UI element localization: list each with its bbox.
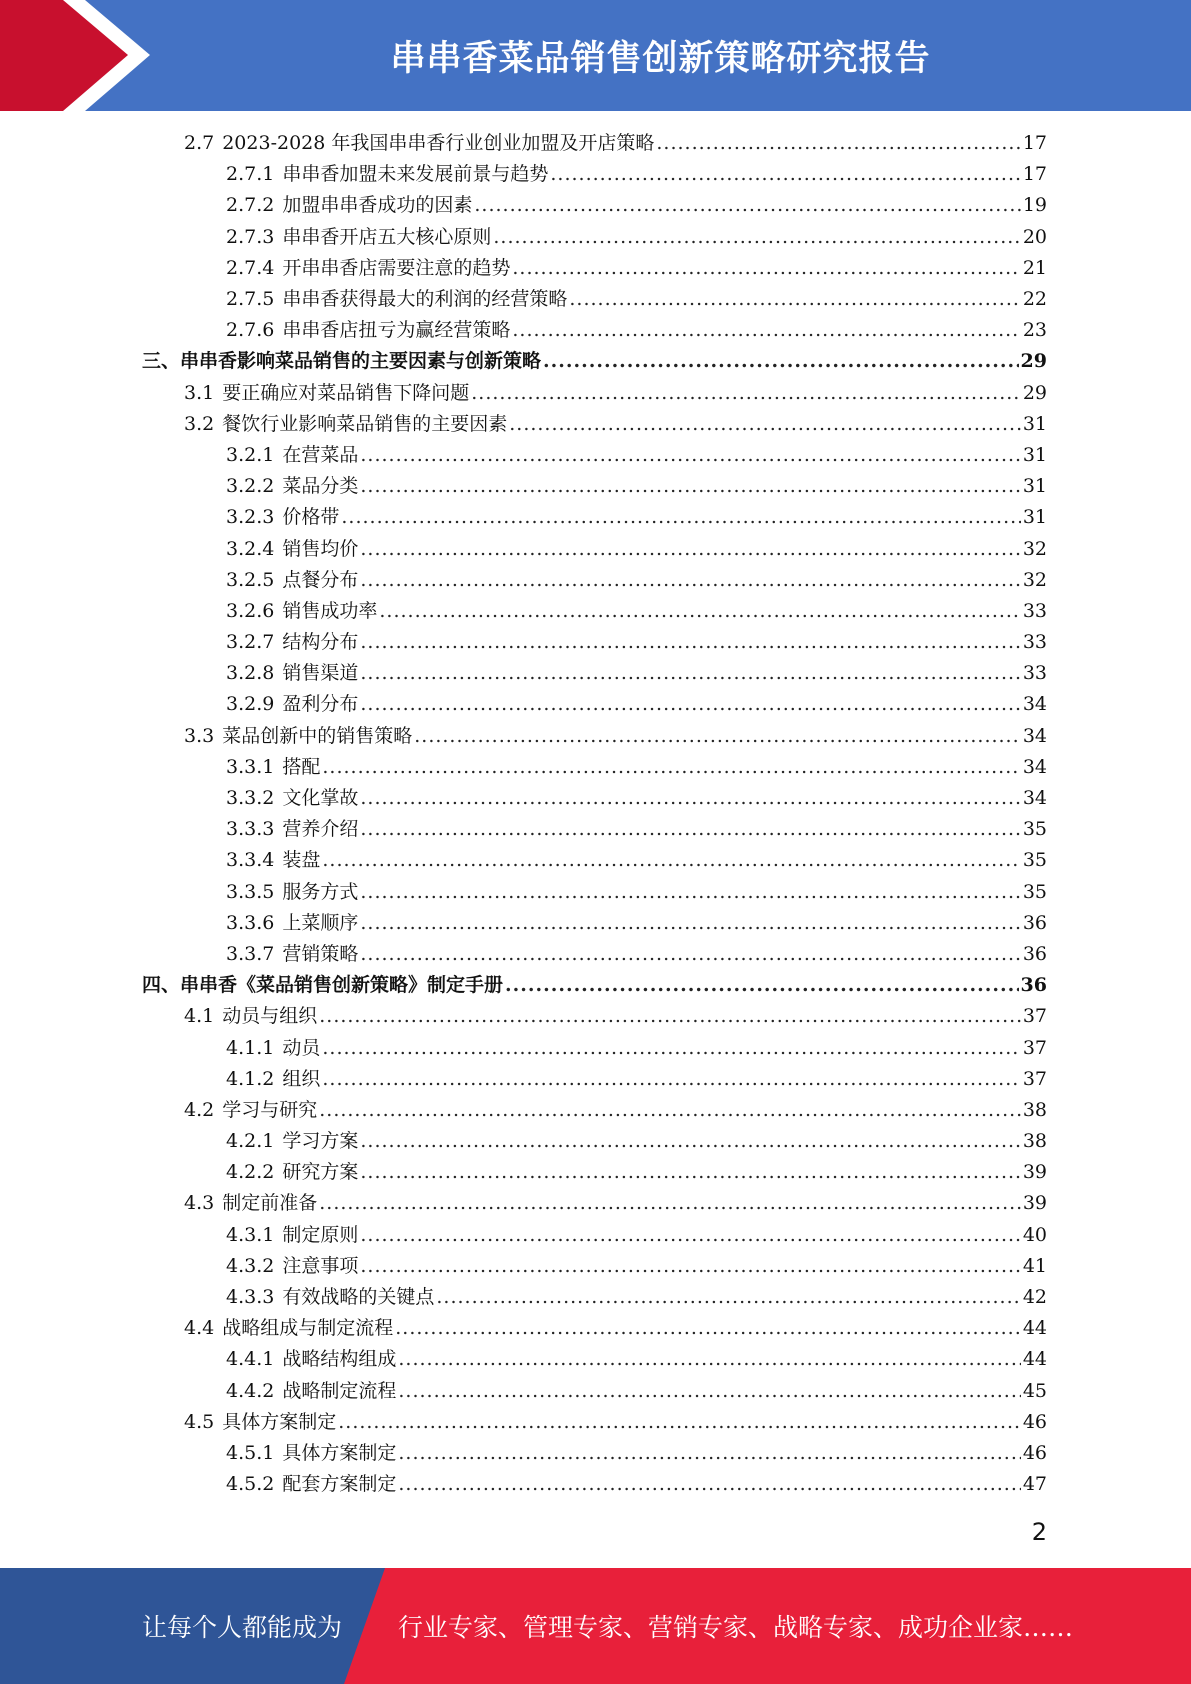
toc-entry-page: 35 — [1022, 849, 1047, 872]
toc-entry[interactable] — [142, 970, 1047, 1001]
toc-dot-leader — [471, 378, 1021, 409]
toc-dot-leader — [338, 1407, 1021, 1438]
toc-entry-page: 34 — [1022, 755, 1047, 778]
toc-entry-page: 46 — [1022, 1410, 1047, 1433]
toc-entry-page: 42 — [1022, 1286, 1047, 1309]
toc-dot-leader — [414, 721, 1021, 752]
toc-entry-title: 装盘 — [282, 849, 321, 872]
toc-entry-number: 2.7.1 — [226, 163, 275, 186]
toc-entry[interactable] — [142, 1438, 1047, 1469]
toc-entry-number: 3.2.8 — [226, 662, 275, 685]
toc-entry-page: 39 — [1022, 1161, 1047, 1184]
toc-entry-title: 组织 — [282, 1067, 321, 1090]
toc-entry-page: 34 — [1022, 724, 1047, 747]
toc-dot-leader — [360, 1220, 1020, 1251]
toc-dot-leader — [398, 1438, 1020, 1469]
toc-dot-leader — [398, 1344, 1020, 1375]
toc-entry[interactable] — [142, 939, 1047, 970]
toc-entry-number: 3.3.2 — [226, 787, 275, 810]
toc-entry-title: 学习方案 — [282, 1130, 359, 1153]
toc-dot-leader — [360, 534, 1020, 565]
toc-entry-number: 3.2.2 — [226, 475, 275, 498]
toc-entry[interactable] — [142, 721, 1047, 752]
toc-dot-leader — [360, 814, 1020, 845]
toc-entry-number: 4.5 — [184, 1410, 215, 1433]
report-title: 串串香菜品销售创新策略研究报告 — [390, 38, 931, 79]
toc-entry-page: 31 — [1022, 412, 1047, 435]
toc-entry-title: 上菜顺序 — [282, 911, 359, 934]
toc-dot-leader — [398, 1469, 1020, 1500]
toc-dot-leader — [509, 409, 1021, 440]
toc-entry[interactable] — [142, 689, 1047, 720]
toc-dot-leader — [512, 315, 1020, 346]
toc-entry-number: 3.1 — [184, 381, 215, 404]
toc-entry-title: 串串香加盟未来发展前景与趋势 — [282, 163, 549, 186]
toc-entry-page: 29 — [1020, 350, 1047, 373]
toc-entry-number: 4.3.2 — [226, 1254, 275, 1277]
toc-entry-page: 40 — [1022, 1223, 1047, 1246]
toc-entry[interactable] — [142, 1001, 1047, 1032]
toc-entry-title: 服务方式 — [282, 880, 359, 903]
toc-entry-title: 点餐分布 — [282, 568, 359, 591]
toc-entry-title: 菜品创新中的销售策略 — [222, 724, 413, 747]
toc-entry-title: 销售渠道 — [282, 662, 359, 685]
toc-entry[interactable] — [142, 1313, 1047, 1344]
toc-dot-leader — [322, 752, 1020, 783]
toc-entry-number: 4.4.2 — [226, 1379, 275, 1402]
toc-entry[interactable] — [142, 658, 1047, 689]
footer-roles: 行业专家、管理专家、营销专家、战略专家、成功企业家…… — [398, 1613, 1074, 1642]
toc-entry[interactable] — [142, 1344, 1047, 1375]
toc-entry-page: 29 — [1022, 381, 1047, 404]
toc-entry-number: 4.1.1 — [226, 1036, 275, 1059]
toc-entry-page: 45 — [1022, 1379, 1047, 1402]
toc-entry-title: 销售均价 — [282, 537, 359, 560]
toc-dot-leader — [360, 689, 1020, 720]
toc-dot-leader — [505, 970, 1019, 1001]
toc-entry-title: 营养介绍 — [282, 818, 359, 841]
toc-entry-title: 串串香影响菜品销售的主要因素与创新策略 — [180, 350, 542, 373]
toc-entry-number: 4.5.1 — [226, 1441, 275, 1464]
toc-entry-page: 31 — [1022, 443, 1047, 466]
toc-dot-leader — [550, 159, 1020, 190]
toc-entry-number: 3.3 — [184, 724, 215, 747]
toc-entry-page: 17 — [1022, 132, 1047, 155]
toc-entry-title: 串串香获得最大的利润的经营策略 — [282, 288, 568, 311]
toc-entry-number: 3.2.3 — [226, 506, 275, 529]
toc-dot-leader — [360, 1157, 1020, 1188]
toc-entry-page: 39 — [1022, 1192, 1047, 1215]
toc-entry[interactable] — [142, 315, 1047, 346]
toc-entry[interactable] — [142, 346, 1047, 377]
toc-entry-page: 37 — [1022, 1005, 1047, 1028]
toc-dot-leader — [360, 658, 1020, 689]
toc-entry[interactable] — [142, 1282, 1047, 1313]
toc-entry-number: 4.3 — [184, 1192, 215, 1215]
toc-entry-title: 开串串香店需要注意的趋势 — [282, 256, 511, 279]
toc-entry-title: 具体方案制定 — [282, 1441, 397, 1464]
toc-entry[interactable] — [142, 533, 1047, 564]
toc-entry-number: 3.2.7 — [226, 631, 275, 654]
toc-dot-leader — [360, 1251, 1020, 1282]
page-number: 2 — [1031, 1518, 1047, 1546]
toc-entry-number: 三、 — [142, 350, 181, 373]
toc-dot-leader — [360, 565, 1020, 596]
toc-dot-leader — [360, 877, 1020, 908]
toc-entry-title: 学习与研究 — [222, 1098, 318, 1121]
toc-entry-page: 33 — [1022, 631, 1047, 654]
toc-entry-number: 4.3.1 — [226, 1223, 275, 1246]
toc-entry[interactable] — [142, 752, 1047, 783]
toc-entry-page: 34 — [1022, 693, 1047, 716]
toc-entry-number: 3.3.4 — [226, 849, 275, 872]
toc-dot-leader — [395, 1313, 1021, 1344]
toc-entry-page: 17 — [1022, 163, 1047, 186]
toc-entry-title: 要正确应对菜品销售下降问题 — [222, 381, 470, 404]
toc-entry-page: 41 — [1022, 1254, 1047, 1277]
toc-entry-page: 32 — [1022, 537, 1047, 560]
toc-entry[interactable] — [142, 845, 1047, 876]
toc-entry-title: 在营菜品 — [282, 443, 359, 466]
toc-entry-page: 22 — [1022, 288, 1047, 311]
toc-entry-title: 串串香店扭亏为赢经营策略 — [282, 319, 511, 342]
toc-entry[interactable] — [142, 409, 1047, 440]
toc-entry-title: 加盟串串香成功的因素 — [282, 194, 473, 217]
toc-entry[interactable] — [142, 253, 1047, 284]
toc-entry-number: 4.4.1 — [226, 1348, 275, 1371]
toc-dot-leader — [543, 346, 1019, 377]
toc-entry-page: 44 — [1022, 1317, 1047, 1340]
toc-entry-number: 3.2 — [184, 412, 215, 435]
toc-entry-number: 四、 — [142, 974, 181, 997]
toc-entry[interactable] — [142, 128, 1047, 159]
toc-entry-page: 31 — [1022, 475, 1047, 498]
page-footer — [0, 1568, 1191, 1684]
toc-entry-number: 4.3.3 — [226, 1286, 275, 1309]
toc-entry[interactable] — [142, 1376, 1047, 1407]
toc-dot-leader — [319, 1188, 1021, 1219]
toc-entry[interactable] — [142, 565, 1047, 596]
toc-dot-leader — [569, 284, 1020, 315]
toc-entry-title: 销售成功率 — [282, 599, 378, 622]
toc-dot-leader — [512, 253, 1020, 284]
page-header — [0, 0, 1191, 111]
toc-dot-leader — [319, 1001, 1021, 1032]
toc-entry-number: 2.7 — [184, 132, 215, 155]
toc-entry[interactable] — [142, 1157, 1047, 1188]
toc-entry-title: 餐饮行业影响菜品销售的主要因素 — [222, 412, 508, 435]
toc-entry-number: 3.3.3 — [226, 818, 275, 841]
toc-entry-title: 文化掌故 — [282, 787, 359, 810]
toc-entry-page: 36 — [1022, 942, 1047, 965]
toc-dot-leader — [360, 783, 1020, 814]
toc-entry-page: 37 — [1022, 1036, 1047, 1059]
table-of-contents — [142, 128, 1047, 1500]
toc-entry-page: 19 — [1022, 194, 1047, 217]
toc-entry-title: 有效战略的关键点 — [282, 1286, 435, 1309]
toc-dot-leader — [493, 222, 1020, 253]
toc-entry[interactable] — [142, 908, 1047, 939]
toc-entry[interactable] — [142, 877, 1047, 908]
toc-dot-leader — [360, 939, 1020, 970]
toc-entry-page: 20 — [1022, 225, 1047, 248]
toc-entry[interactable] — [142, 502, 1047, 533]
toc-entry[interactable] — [142, 1032, 1047, 1063]
toc-dot-leader — [322, 845, 1020, 876]
toc-entry-number: 3.2.4 — [226, 537, 275, 560]
toc-entry-number: 4.2 — [184, 1098, 215, 1121]
toc-entry[interactable] — [142, 471, 1047, 502]
toc-entry-number: 2.7.4 — [226, 256, 275, 279]
toc-entry[interactable] — [142, 814, 1047, 845]
toc-entry-number: 2.7.5 — [226, 288, 275, 311]
toc-entry[interactable] — [142, 1095, 1047, 1126]
toc-entry-page: 44 — [1022, 1348, 1047, 1371]
toc-entry-number: 4.1 — [184, 1005, 215, 1028]
toc-entry-page: 34 — [1022, 787, 1047, 810]
toc-entry-title: 配套方案制定 — [282, 1473, 397, 1496]
toc-entry-title: 菜品分类 — [282, 475, 359, 498]
toc-entry-number: 4.5.2 — [226, 1473, 275, 1496]
toc-dot-leader — [360, 627, 1020, 658]
toc-entry-title: 2023-2028 年我国串串香行业创业加盟及开店策略 — [222, 132, 655, 155]
toc-entry[interactable] — [142, 1188, 1047, 1219]
toc-dot-leader — [360, 471, 1020, 502]
toc-entry[interactable] — [142, 1220, 1047, 1251]
toc-entry-number: 3.3.5 — [226, 880, 275, 903]
toc-entry[interactable] — [142, 159, 1047, 190]
footer-slogan: 让每个人都能成为 — [142, 1613, 343, 1642]
toc-entry-title: 制定原则 — [282, 1223, 359, 1246]
toc-dot-leader — [360, 440, 1020, 471]
toc-entry[interactable] — [142, 284, 1047, 315]
toc-entry-title: 研究方案 — [282, 1161, 359, 1184]
toc-entry[interactable] — [142, 627, 1047, 658]
toc-entry-page: 46 — [1022, 1441, 1047, 1464]
toc-dot-leader — [379, 596, 1020, 627]
toc-dot-leader — [360, 1126, 1020, 1157]
toc-entry-number: 4.1.2 — [226, 1067, 275, 1090]
toc-entry-number: 4.4 — [184, 1317, 215, 1340]
toc-entry-number: 4.2.1 — [226, 1130, 275, 1153]
toc-entry-title: 动员 — [282, 1036, 321, 1059]
toc-entry-title: 搭配 — [282, 755, 321, 778]
toc-entry-number: 3.3.7 — [226, 942, 275, 965]
toc-entry-number: 2.7.2 — [226, 194, 275, 217]
toc-entry-page: 38 — [1022, 1098, 1047, 1121]
toc-entry-number: 2.7.6 — [226, 319, 275, 342]
header-arrow-decoration — [0, 0, 150, 111]
toc-entry-title: 价格带 — [282, 506, 340, 529]
toc-entry-page: 47 — [1022, 1473, 1047, 1496]
toc-dot-leader — [436, 1282, 1020, 1313]
toc-entry-number: 4.2.2 — [226, 1161, 275, 1184]
toc-entry-title: 战略结构组成 — [282, 1348, 397, 1371]
toc-entry-page: 23 — [1022, 319, 1047, 342]
toc-entry-page: 35 — [1022, 880, 1047, 903]
toc-entry-page: 36 — [1022, 911, 1047, 934]
toc-dot-leader — [341, 502, 1020, 533]
toc-entry-number: 3.2.9 — [226, 693, 275, 716]
toc-entry-title: 注意事项 — [282, 1254, 359, 1277]
toc-entry-number: 3.2.6 — [226, 599, 275, 622]
toc-entry-page: 31 — [1022, 506, 1047, 529]
toc-entry-number: 3.3.1 — [226, 755, 275, 778]
toc-entry-title: 动员与组织 — [222, 1005, 318, 1028]
toc-entry-page: 36 — [1020, 974, 1047, 997]
toc-dot-leader — [319, 1095, 1021, 1126]
toc-dot-leader — [398, 1376, 1020, 1407]
toc-dot-leader — [360, 908, 1020, 939]
toc-entry-page: 33 — [1022, 662, 1047, 685]
toc-dot-leader — [322, 1033, 1020, 1064]
toc-entry-title: 营销策略 — [282, 942, 359, 965]
toc-entry[interactable] — [142, 1469, 1047, 1500]
toc-entry[interactable] — [142, 1064, 1047, 1095]
toc-entry-title: 制定前准备 — [222, 1192, 318, 1215]
toc-entry-title: 串串香《菜品销售创新策略》制定手册 — [180, 974, 504, 997]
toc-entry-number: 3.2.1 — [226, 443, 275, 466]
toc-entry-page: 35 — [1022, 818, 1047, 841]
toc-entry-number: 2.7.3 — [226, 225, 275, 248]
toc-entry[interactable] — [142, 1407, 1047, 1438]
toc-entry-title: 具体方案制定 — [222, 1410, 337, 1433]
toc-entry-title: 战略制定流程 — [282, 1379, 397, 1402]
toc-dot-leader — [474, 190, 1020, 221]
toc-entry[interactable] — [142, 440, 1047, 471]
toc-entry-page: 32 — [1022, 568, 1047, 591]
toc-entry-title: 战略组成与制定流程 — [222, 1317, 394, 1340]
toc-entry-page: 38 — [1022, 1130, 1047, 1153]
toc-entry-page: 37 — [1022, 1067, 1047, 1090]
toc-entry-page: 33 — [1022, 599, 1047, 622]
toc-entry-title: 盈利分布 — [282, 693, 359, 716]
toc-entry[interactable] — [142, 783, 1047, 814]
toc-entry-page: 21 — [1022, 256, 1047, 279]
toc-entry[interactable] — [142, 222, 1047, 253]
toc-dot-leader — [322, 1064, 1020, 1095]
toc-entry[interactable] — [142, 596, 1047, 627]
toc-entry-number: 3.3.6 — [226, 911, 275, 934]
toc-dot-leader — [656, 128, 1020, 159]
toc-entry-number: 3.2.5 — [226, 568, 275, 591]
toc-entry[interactable] — [142, 1126, 1047, 1157]
toc-entry-title: 结构分布 — [282, 631, 359, 654]
toc-entry[interactable] — [142, 1251, 1047, 1282]
toc-entry[interactable] — [142, 378, 1047, 409]
toc-entry[interactable] — [142, 190, 1047, 221]
toc-entry-title: 串串香开店五大核心原则 — [282, 225, 492, 248]
